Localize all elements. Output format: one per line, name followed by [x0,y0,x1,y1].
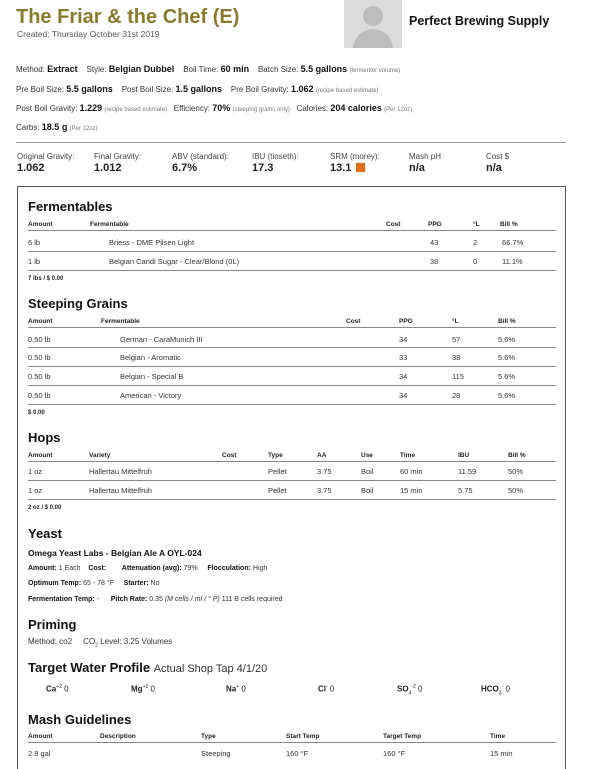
pre-boil-gravity-note: (recipe based estimate) [315,88,379,94]
ion-name: Mg [131,684,143,694]
table-cell: 34 [399,372,408,381]
yeast-flocculation-value: High [252,565,268,572]
post-boil-size-label: Post Boil Size: [121,85,174,94]
priming-heading: Priming [28,617,77,632]
yeast-attenuation-value: 79% [183,565,198,572]
created-date: Created: Thursday October 31st 2019 [17,29,160,39]
fermentables-total: 7 lbs / $ 0.00 [28,276,64,282]
stat-value: n/a [486,162,502,174]
yeast-line-1 [28,565,267,572]
stat-label: Mash pH [409,152,442,161]
table-cell: 160 °F [383,749,406,758]
water-ion-calcium [46,684,69,694]
col-start-temp: Start Temp [286,733,320,740]
stats-separator [16,142,566,143]
avatar [344,0,402,48]
yeast-cost-label: Cost: [88,565,107,572]
spec-line-2 [16,84,378,94]
yeast-flocculation-label: Flocculation: [207,565,251,572]
col-target-temp: Target Temp [383,733,422,740]
table-rule [28,385,556,386]
stat-value: 6.7% [172,162,198,174]
pre-boil-size-label: Pre Boil Size: [16,85,65,94]
yeast-pitch-rate-value: 0.35 [149,596,163,603]
table-cell: 0.50 lb [28,353,51,362]
priming-line [28,637,172,649]
ion-charge: + [236,684,240,690]
co2-label: CO [83,637,96,646]
stat-value [330,162,380,174]
col-lovibond: °L [452,318,459,325]
table-cell: 50% [508,486,524,495]
recipe-details-box [17,186,566,769]
calories-label: Calories: [296,104,329,113]
table-cell: 115 [452,372,464,381]
avatar-head-icon [363,6,383,26]
col-cost: Cost [222,452,237,459]
col-type: Type [201,733,216,740]
stat-value: 1.012 [94,162,122,174]
water-ion-bicarbonate [481,684,510,696]
yeast-amount-label: Amount: [28,565,57,572]
brand-name: Perfect Brewing Supply [409,14,550,28]
table-cell: Briess - DME Pilsen Light [109,238,195,247]
stat-mash-ph [409,152,441,174]
calories-note: (Per 12oz) [384,107,413,113]
stat-final-gravity [94,152,141,174]
pre-boil-gravity-value: 1.062 [290,84,314,94]
table-cell: German - CaraMunich III [120,335,203,344]
yeast-heading: Yeast [28,526,62,541]
table-rule [28,327,556,328]
ion-charge: +2 [56,684,62,690]
col-aa: AA [317,452,327,459]
table-cell: 15 min [490,749,513,758]
hops-heading: Hops [28,430,61,445]
table-cell: 43 [430,238,439,247]
table-cell: 15 min [400,486,423,495]
table-rule [28,366,556,367]
mash-guidelines-heading: Mash Guidelines [28,712,132,727]
table-cell: 0.50 lb [28,335,51,344]
ion-name: Na [226,684,237,694]
col-use: Use [361,452,373,459]
pre-boil-size-value: 5.5 gallons [66,84,113,94]
carbs-note: (Per 12oz) [69,126,98,132]
ion-name: HCO [481,684,499,694]
priming-method-label: Method: [28,637,57,646]
yeast-ferm-temp-value: - [96,596,100,603]
steeping-grains-heading: Steeping Grains [28,296,128,311]
ion-value: 0 [150,684,155,694]
efficiency-value: 70% [212,103,231,113]
stat-value: 17.3 [252,162,274,174]
col-type: Type [268,452,283,459]
ion-charge: +2 [142,684,149,690]
hops-total: 2 oz / $ 0.00 [28,505,62,511]
water-profile-heading [28,660,267,675]
table-cell: 5.6% [498,372,516,381]
table-rule [28,404,556,405]
col-amount: Amount [28,221,53,228]
post-boil-size-value: 1.5 gallons [175,84,223,94]
style-label: Style: [86,65,107,74]
table-rule [28,251,556,252]
table-cell: 3.75 [317,467,332,476]
stat-value: n/a [409,162,425,174]
water-profile-title: Target Water Profile [28,660,151,675]
avatar-body-icon [353,29,393,48]
ion-value: 0 [241,684,246,694]
table-rule [28,347,556,348]
stat-srm [330,152,380,174]
yeast-pitch-cells: 111 B cells required [221,596,283,603]
col-time: Time [400,452,416,459]
table-cell: Pellet [268,467,287,476]
col-ibu: IBU [458,452,470,459]
srm-color-swatch [356,163,365,172]
ion-name: SO [397,684,409,694]
spec-line-1 [16,64,400,74]
table-cell: 2.8 gal [28,749,51,758]
ion-charge: -2 [411,684,416,690]
spec-line-3 [16,103,412,113]
yeast-line-3 [28,596,283,603]
method-label: Method: [16,65,45,74]
water-ion-chloride [318,684,334,694]
stat-cost [486,152,509,174]
table-rule [28,461,556,462]
col-cost: Cost [346,318,361,325]
co2-subscript: 2 [95,642,98,649]
yeast-starter-label: Starter: [123,580,149,587]
batch-size-label: Batch Size: [257,65,299,74]
ion-charge: - [501,684,504,690]
stat-value: 1.062 [17,162,45,174]
table-rule [28,742,556,743]
yeast-optimum-temp-label: Optimum Temp: [28,580,82,587]
boil-time-label: Boil Time: [183,65,219,74]
table-cell: 6 lb [28,238,41,247]
table-rule [28,499,556,500]
table-cell: Boil [361,467,374,476]
col-amount: Amount [28,318,53,325]
yeast-attenuation-label: Attenuation (avg): [121,565,182,572]
method-value: Extract [47,64,78,74]
table-cell: 5.6% [498,335,516,344]
table-rule [28,230,556,231]
ion-charge: - [326,684,328,690]
table-cell: 50% [508,467,524,476]
yeast-starter-value: No [150,580,160,587]
stat-label: IBU (tinseth): [252,152,299,161]
table-cell: 1 oz [28,467,43,476]
col-lovibond: °L [473,221,480,228]
col-bill: Bill % [498,318,516,325]
yeast-ferm-temp-label: Fermentation Temp: [28,596,95,603]
table-cell: 5.75 [458,486,473,495]
table-cell: 0 [473,257,478,266]
yeast-line-2 [28,580,159,587]
stat-ibu [252,152,299,174]
steeping-total: $ 0.00 [28,410,45,416]
col-variety: Variety [89,452,111,459]
ion-value: 0 [329,684,335,694]
col-fermentable: Fermentable [90,221,129,228]
water-ion-sodium [226,684,246,694]
calories-value: 204 calories [330,103,382,113]
table-cell: Hallertau Mittelfruh [89,467,152,476]
table-cell: 1 lb [28,257,41,266]
ion-subscript: 4 [408,690,412,697]
table-cell: Pellet [268,486,287,495]
table-cell: Belgian - Aromatic [120,353,181,362]
post-boil-gravity-note: (recipe based estimate) [104,107,168,113]
water-ion-sulfate [397,684,422,696]
table-cell: 33 [399,353,408,362]
table-cell: 38 [430,257,439,266]
yeast-pitch-rate-label: Pitch Rate: [110,596,148,603]
table-cell: American - Victory [120,391,182,400]
stat-label: Final Gravity: [94,152,142,161]
co2-level-value: 3.25 Volumes [123,637,173,646]
stat-abv [172,152,229,174]
co2-level-label: Level: [97,637,122,646]
table-cell: Steeping [201,749,231,758]
stat-label: Cost $ [486,152,510,161]
yeast-name: Omega Yeast Labs - Belgian Ale A OYL-024 [28,548,202,558]
table-cell: 28 [452,391,461,400]
table-cell: 0.50 lb [28,372,51,381]
table-rule [28,480,556,481]
ion-subscript: 3 [498,690,502,697]
col-bill: Bill % [500,221,518,228]
post-boil-gravity-value: 1.229 [79,103,103,113]
table-cell: 2 [473,238,478,247]
table-cell: Belgian - Special B [120,372,184,381]
ion-value: 0 [418,684,423,694]
srm-value: 13.1 [330,162,352,174]
ion-name: Cl [318,684,326,694]
ion-value: 0 [64,684,69,694]
table-cell: Boil [361,486,374,495]
col-amount: Amount [28,733,53,740]
ion-name: Ca [46,684,57,694]
priming-method-value: co2 [59,637,73,646]
batch-size-value: 5.5 gallons [300,64,348,74]
table-cell: 34 [399,335,408,344]
recipe-title: The Friar & the Chef (E) [16,6,240,28]
col-amount: Amount [28,452,53,459]
ion-value: 0 [505,684,510,694]
stat-original-gravity [17,152,74,174]
batch-size-note: (fermentor volume) [349,68,401,74]
table-cell: 38 [452,353,461,362]
stat-label: Original Gravity: [17,152,75,161]
stat-label: ABV (standard): [172,152,229,161]
efficiency-note: (steeping grains only) [232,107,290,113]
water-profile-name: Actual Shop Tap 4/1/20 [153,663,268,675]
carbs-value: 18.5 g [41,122,68,132]
table-cell: 160 °F [286,749,309,758]
table-cell: 66.7% [502,238,524,247]
water-ion-magnesium [131,684,155,694]
table-cell: Hallertau Mittelfruh [89,486,152,495]
table-cell: 0.50 lb [28,391,51,400]
table-cell: 34 [399,391,408,400]
spec-line-4 [16,122,98,132]
table-cell: 60 min [400,467,423,476]
pre-boil-gravity-label: Pre Boil Gravity: [230,85,289,94]
stat-label: SRM (morey): [330,152,380,161]
col-ppg: PPG [399,318,413,325]
col-ppg: PPG [428,221,442,228]
boil-time-value: 60 min [220,64,250,74]
table-cell: 3.75 [317,486,332,495]
style-value: Belgian Dubbel [108,64,175,74]
table-cell: 11.1% [502,257,523,266]
yeast-amount-value: 1 Each [58,565,81,572]
table-cell: 57 [452,335,461,344]
fermentables-heading: Fermentables [28,199,113,214]
col-bill: Bill % [508,452,526,459]
yeast-optimum-temp-value: 65 - 78 °F [83,580,114,587]
carbs-label: Carbs: [16,123,40,132]
table-cell: 1 oz [28,486,43,495]
col-description: Description [100,733,136,740]
efficiency-label: Efficiency: [173,104,211,113]
yeast-pitch-rate-unit: (M cells / ml / ° P) [164,596,220,603]
table-cell: 5.6% [498,391,516,400]
table-cell: Belgian Candi Sugar - Clear/Blond (0L) [109,257,240,266]
col-cost: Cost [386,221,401,228]
post-boil-gravity-label: Post Boil Gravity: [16,104,78,113]
table-rule [28,270,556,271]
table-cell: 11.59 [458,467,477,476]
table-cell: 5.6% [498,353,516,362]
col-fermentable: Fermentable [101,318,140,325]
col-time: Time [490,733,506,740]
